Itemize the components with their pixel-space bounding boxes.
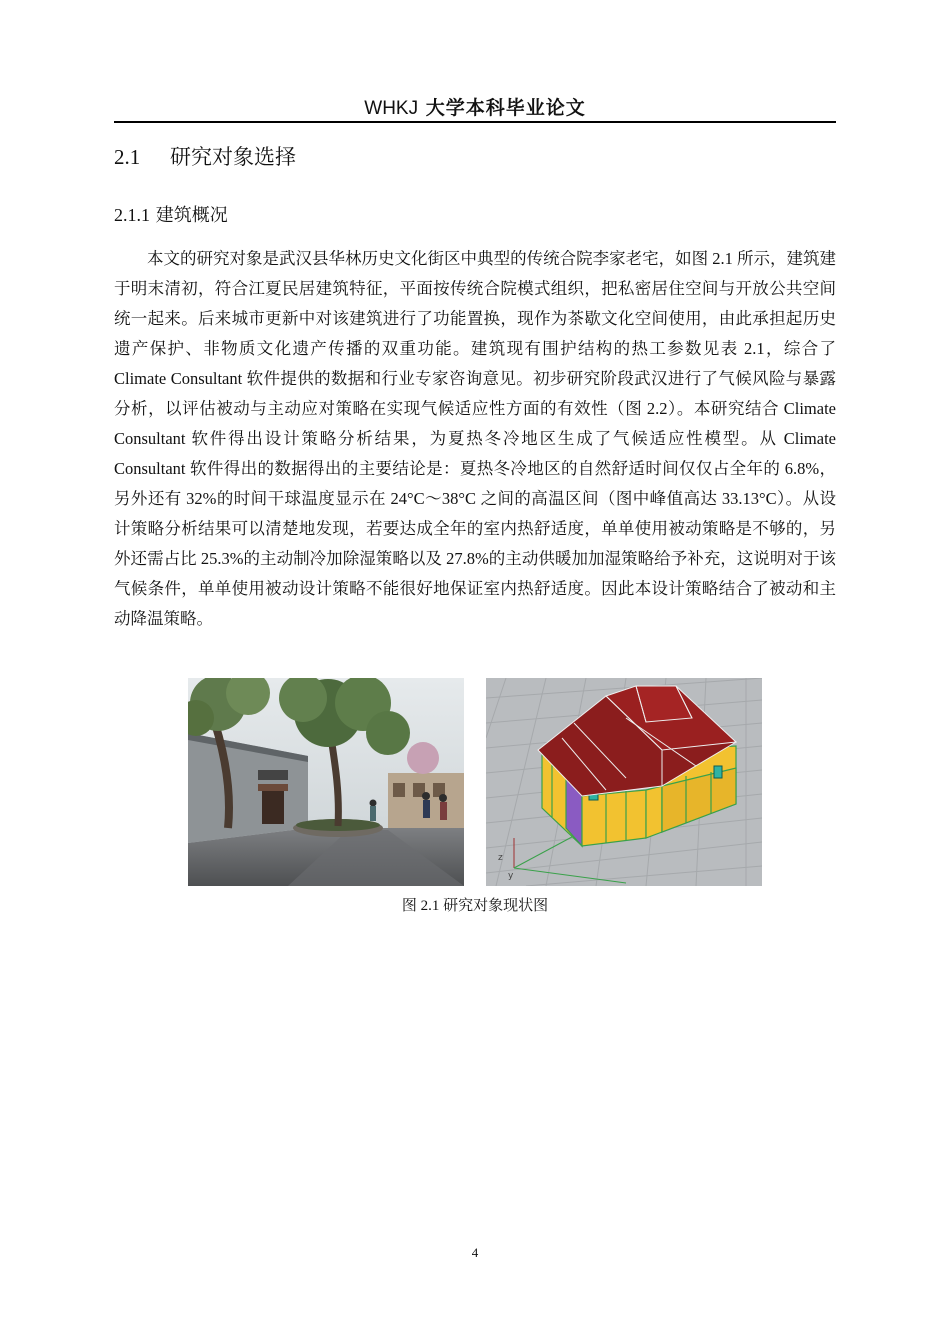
header-latin: WHKJ bbox=[364, 98, 419, 119]
running-header bbox=[114, 96, 836, 121]
street-photo bbox=[188, 678, 464, 886]
header-title: 大学本科毕业论文 bbox=[425, 97, 586, 119]
figure-caption: 图 2.1 研究对象现状图 bbox=[401, 898, 549, 914]
header-rule bbox=[114, 121, 836, 123]
page-number: 4 bbox=[471, 1245, 479, 1260]
subsection-heading bbox=[114, 202, 228, 229]
section-heading bbox=[114, 143, 296, 171]
window bbox=[714, 766, 722, 778]
subsection-number: 2.1.1 bbox=[114, 205, 150, 225]
axis-y-label: y bbox=[508, 871, 514, 881]
section-title: 研究对象选择 bbox=[170, 145, 296, 169]
building-3d-model bbox=[486, 678, 762, 886]
subsection-title: 建筑概况 bbox=[155, 205, 228, 226]
body-paragraph: 本文的研究对象是武汉县华林历史文化街区中典型的传统合院李家老宅，如图 2.1 所示，建筑建于明末清初，符合江夏民居建筑特征，平面按传统合院模式组织，把私密居住空间与开放公共空间统一起来。后来城市更新中对该建筑进行了功能置换，现作为茶歇文化空间使用，由此承担起历史遗产保护、非物质文化遗产传播的双重功能。建筑现有围护结构的热工参数见表 2.1，综合了 Climate Consultant 软件提供的数据和行业专家咨询意见。初步研究阶段武汉进行了气候风险与暴露分析，以评估被动与主动应对策略在实现气候适应性方面的有效性（图 2.2）。本研究结合 Climate Consultant 软件得出设计策略分析结果，为夏热冬冷地区生成了气候适应性模型。从 Climate Consultant 软件得出的数据得出的主要结论是：夏热冬冷地区的自然舒适时间仅仅占全年的 6.8%，另外还有 32%的时间干球温度显示在 24°C～38°C 之间的高温区间（图中峰值高达 33.13°C）。从设计策略分析结果可以清楚地发现，若要达成全年的室内热舒适度，单单使用被动策略是不够的，另外还需占比 25.3%的主动制冷加除湿策略以及 27.8%的主动供暖加加湿策略给予补充，这说明对于该气候条件，单单使用被动设计策略不能很好地保证室内热舒适度。因此本设计策略结合了被动和主动降温策略。 bbox=[114, 249, 837, 628]
section-number: 2.1 bbox=[114, 145, 141, 169]
axis-z-label: z bbox=[498, 853, 503, 863]
building-model-illustration bbox=[486, 678, 762, 886]
street-photo-illustration bbox=[188, 678, 464, 886]
